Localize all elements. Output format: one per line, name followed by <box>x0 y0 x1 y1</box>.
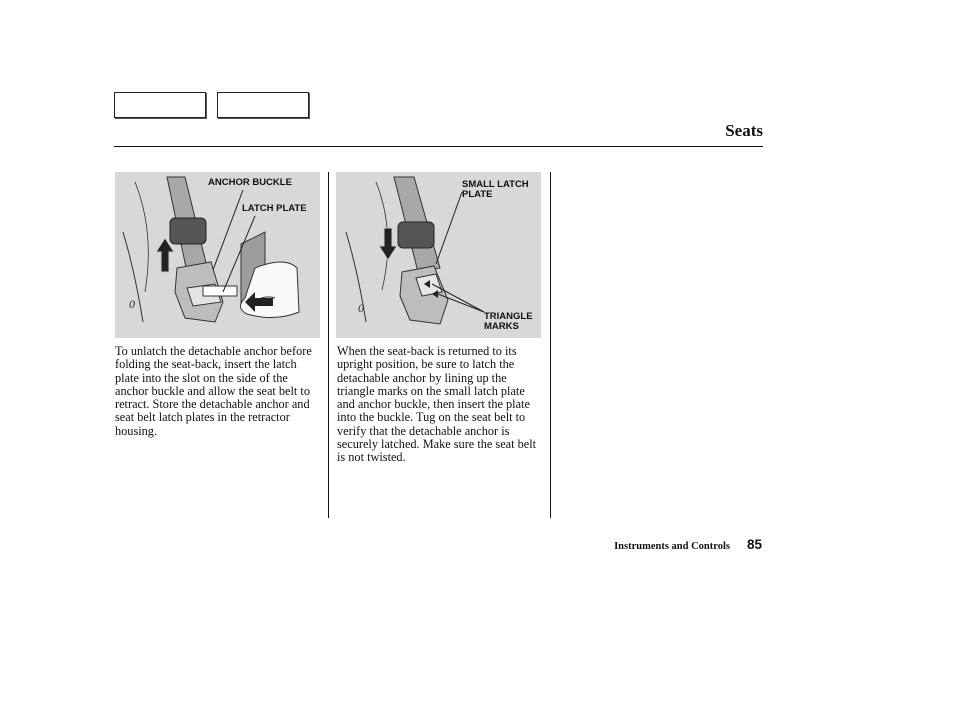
callout-triangle-marks: TRIANGLE MARKS <box>484 311 533 332</box>
svg-text:0: 0 <box>358 301 364 315</box>
callout-anchor-buckle: ANCHOR BUCKLE <box>208 177 292 188</box>
page-title: Seats <box>725 121 763 140</box>
instruction-unlatch: To unlatch the detachable anchor before folding the seat-back, insert the latch plate into the slot on the side of the anchor buckle and allow the seat belt to retract. Store the detachable anchor and seat belt latch plates in the retractor housing. <box>115 344 312 438</box>
column-divider <box>550 172 551 518</box>
svg-text:0: 0 <box>129 297 135 311</box>
figure-latch-anchor <box>336 172 541 338</box>
nav-button-2[interactable] <box>217 92 309 118</box>
footer-section-name: Instruments and Controls <box>614 541 730 552</box>
figure-unlatch-anchor <box>115 172 320 338</box>
unlatch-illustration <box>115 172 320 338</box>
column-divider <box>328 172 329 518</box>
instruction-latch: When the seat-back is returned to its upright position, be sure to latch the detachable anchor by lining up the triangle marks on the small latch plate and anchor buckle, then insert the plate into the buckle. Tug on the seat belt to verify that the detachable anchor is securely latched. Make sure the seat belt is not twisted. <box>337 344 537 465</box>
callout-latch-plate: LATCH PLATE <box>242 203 307 214</box>
header-rule <box>114 146 763 147</box>
nav-button-1[interactable] <box>114 92 206 118</box>
page-number: 85 <box>746 537 762 552</box>
callout-small-latch-plate: SMALL LATCH PLATE <box>462 179 529 200</box>
